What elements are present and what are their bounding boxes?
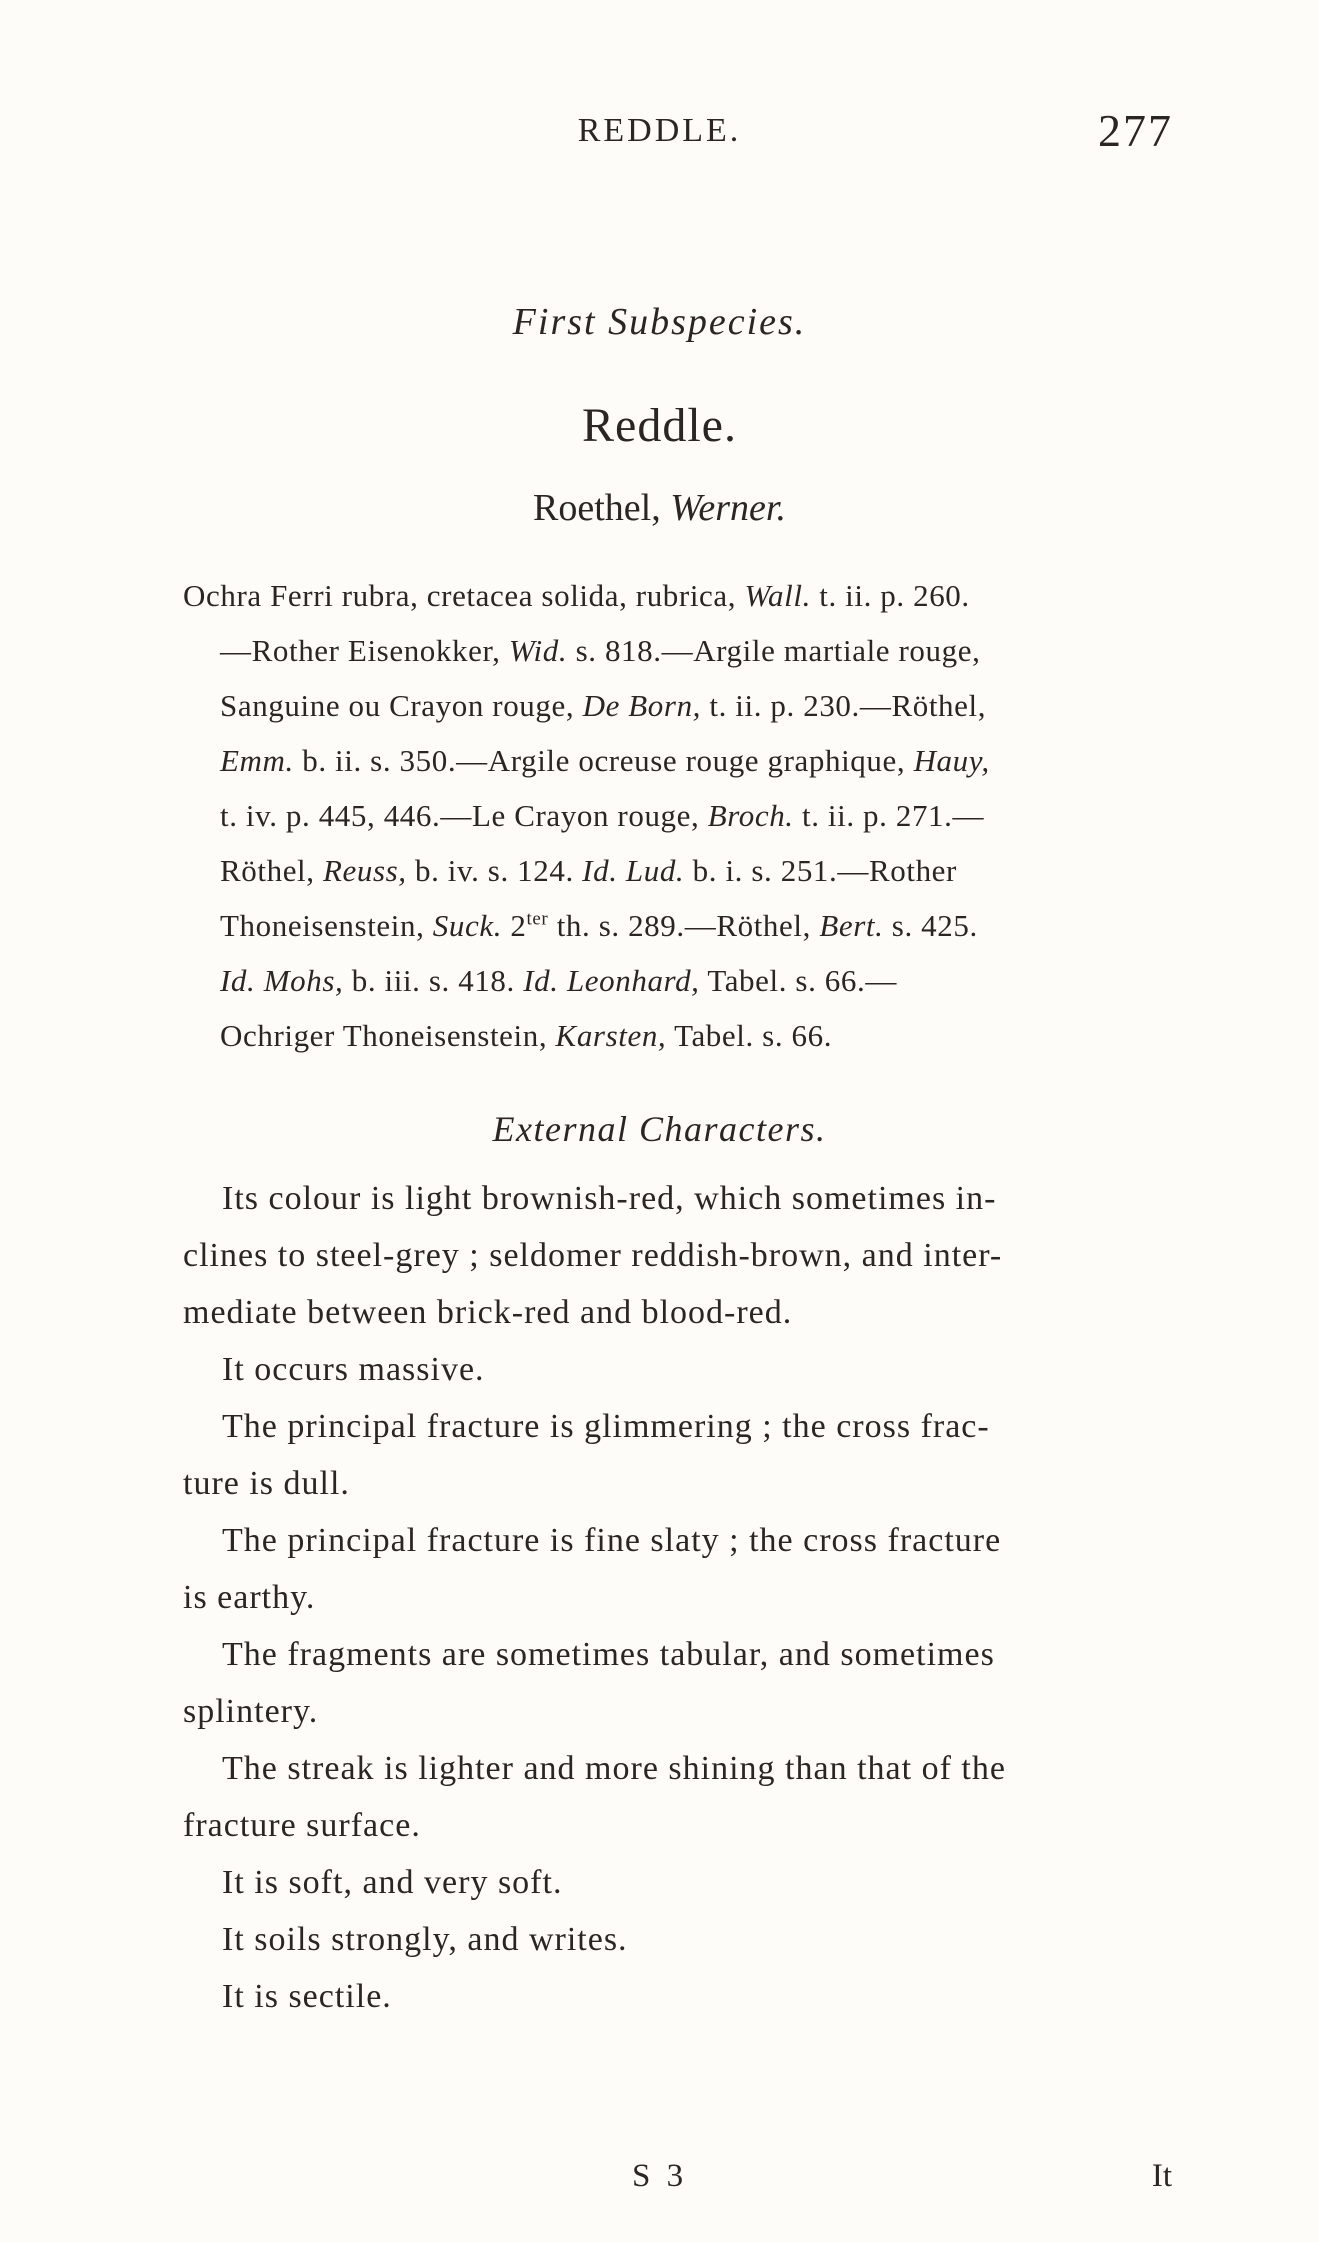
- syn-superscript: ter: [526, 908, 549, 930]
- syn-citation: Wall.: [744, 578, 811, 613]
- syn-text: th. s. 289.—Röthel,: [548, 908, 820, 943]
- synonymy-line-1: [183, 578, 970, 614]
- body-line: mediate between brick-red and blood-red.: [183, 1294, 793, 1331]
- synonymy-line-7: [220, 908, 978, 944]
- syn-text: Tabel. s. 66.: [666, 1018, 833, 1053]
- body-line: The streak is lighter and more shining than that of the: [222, 1750, 1006, 1787]
- body-line: It is soft, and very soft.: [222, 1864, 563, 1901]
- synonymy-line-3: [220, 688, 986, 724]
- syn-citation: Reuss,: [322, 853, 407, 888]
- body-line: The principal fracture is glimmering ; the cross frac-: [222, 1408, 990, 1445]
- syn-citation: Broch.: [707, 798, 794, 833]
- body-line: It soils strongly, and writes.: [222, 1921, 628, 1958]
- syn-text: —Rother Eisenokker,: [220, 633, 509, 668]
- section-heading: External Characters.: [492, 1109, 827, 1149]
- syn-text: b. iv. s. 124.: [406, 853, 583, 888]
- german-name-text: Roethel,: [533, 487, 671, 529]
- syn-text: b. ii. s. 350.—Argile ocreuse rouge graphique,: [293, 743, 914, 778]
- body-line: ture is dull.: [183, 1465, 350, 1502]
- syn-text: Thoneisenstein,: [220, 908, 433, 943]
- syn-citation: Bert.: [819, 908, 884, 943]
- body-line: clines to steel-grey ; seldomer reddish-brown, and inter-: [183, 1237, 1003, 1274]
- body-line: It occurs massive.: [222, 1351, 485, 1388]
- page-number: 277: [1098, 105, 1173, 156]
- body-line: is earthy.: [183, 1579, 316, 1616]
- syn-text: s. 425.: [883, 908, 978, 943]
- synonymy-line-4: [220, 743, 990, 779]
- syn-citation: Id. Leonhard,: [523, 963, 700, 998]
- syn-citation: Suck.: [432, 908, 503, 943]
- syn-text: Ochra Ferri rubra, cretacea solida, rubrica,: [183, 578, 745, 613]
- body-line: Its colour is light brownish-red, which sometimes in-: [222, 1180, 997, 1217]
- syn-text: s. 818.—Argile martiale rouge,: [567, 633, 981, 668]
- syn-text: Röthel,: [220, 853, 323, 888]
- body-line: splintery.: [183, 1693, 319, 1730]
- syn-text: b. iii. s. 418.: [343, 963, 524, 998]
- synonymy-line-8: [220, 963, 897, 999]
- syn-citation: Id. Lud.: [582, 853, 685, 888]
- body-line: The fragments are sometimes tabular, and sometimes: [222, 1636, 995, 1673]
- syn-text: 2: [502, 908, 527, 943]
- body-line: fracture surface.: [183, 1807, 421, 1844]
- syn-text: t. ii. p. 271.—: [793, 798, 985, 833]
- body-line: It is sectile.: [222, 1978, 392, 2015]
- running-head: REDDLE.: [577, 112, 742, 149]
- german-name-author: Werner.: [670, 487, 786, 529]
- syn-citation: Emm.: [220, 743, 294, 778]
- syn-citation: Karsten,: [555, 1018, 667, 1053]
- catchword: It: [1151, 2158, 1172, 2194]
- syn-text: b. i. s. 251.—Rother: [684, 853, 957, 888]
- syn-text: t. ii. p. 230.—Röthel,: [701, 688, 987, 723]
- signature-mark: S 3: [632, 2158, 688, 2194]
- syn-text: t. ii. p. 260.: [810, 578, 970, 613]
- syn-citation: Hauy,: [913, 743, 990, 778]
- synonymy-line-6: [220, 853, 957, 889]
- synonymy-line-2: [220, 633, 980, 669]
- syn-text: t. iv. p. 445, 446.—Le Crayon rouge,: [220, 798, 708, 833]
- syn-text: Ochriger Thoneisenstein,: [220, 1018, 556, 1053]
- syn-citation: Wid.: [508, 633, 568, 668]
- syn-citation: Id. Mohs,: [220, 963, 344, 998]
- syn-text: Tabel. s. 66.—: [699, 963, 897, 998]
- subspecies-heading: First Subspecies.: [512, 301, 807, 343]
- synonymy-line-9: [220, 1018, 832, 1054]
- species-title: Reddle.: [582, 399, 737, 452]
- syn-citation: De Born,: [582, 688, 702, 723]
- synonymy-line-5: [220, 798, 984, 834]
- body-line: The principal fracture is fine slaty ; the cross fracture: [222, 1522, 1002, 1559]
- german-name: [0, 486, 1319, 530]
- syn-text: Sanguine ou Crayon rouge,: [220, 688, 583, 723]
